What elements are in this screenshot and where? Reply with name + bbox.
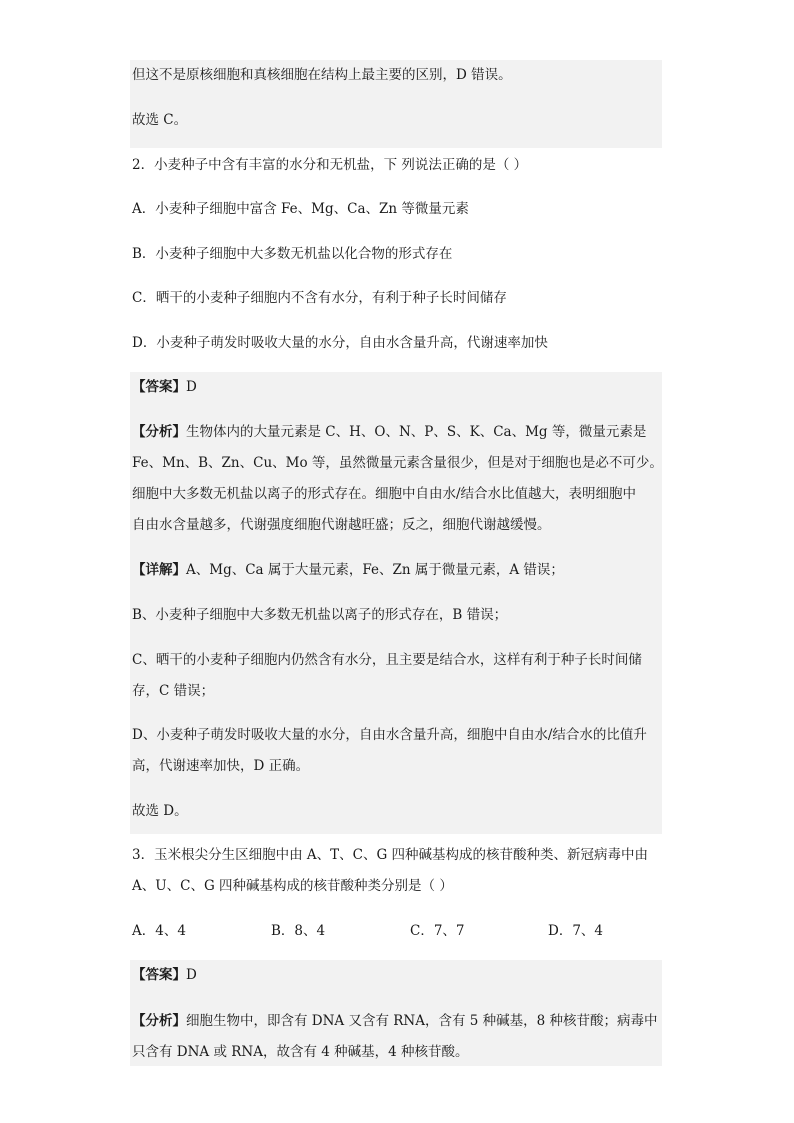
answer-label: 【答案】 [132,379,186,395]
q2-stem: 2．小麦种子中含有丰富的水分和无机盐，下 列说法正确的是（ ） [132,157,528,173]
q2-option-a: A．小麦种子细胞中富含 Fe、Mg、Ca、Zn 等微量元素 [132,201,469,217]
prev-explanation-line: 但这不是原核细胞和真核细胞在结构上最主要的区别，D 错误。 [132,67,512,83]
answer-value: D [186,967,197,983]
answer-value: D [186,379,197,395]
q2-analysis-line-4: 自由水含量越多，代谢强度细胞代谢越旺盛；反之，细胞代谢越缓慢。 [132,517,551,533]
analysis-label: 【分析】 [132,1013,186,1029]
q2-analysis-line-2: Fe、Mn、B、Zn、Cu、Mo 等，虽然微量元素含量很少，但是对于细胞也是必不可少。 [132,455,663,471]
q2-detail-c-1: C、晒干的小麦种子细胞内仍然含有水分，且主要是结合水，这样有利于种子长时间储 [132,652,642,668]
q3-answer [132,964,662,986]
q3-stem-line-2: A、U、C、G 四种碱基构成的核苷酸种类分别是（ ） [132,878,453,894]
q3-option-c: C．7、7 [410,923,465,939]
q2-option-b: B．小麦种子细胞中大多数无机盐以化合物的形式存在 [132,246,453,262]
q2-conclusion: 故选 D。 [132,803,188,819]
q2-option-d: D．小麦种子萌发时吸收大量的水分，自由水含量升高，代谢速率加快 [132,335,548,351]
q2-detail-d-2: 高，代谢速率加快，D 正确。 [132,758,310,774]
analysis-label: 【分析】 [132,424,186,440]
q2-detail-b: B、小麦种子细胞中大多数无机盐以离子的形式存在，B 错误； [132,607,508,623]
q2-detail-c-2: 存，C 错误； [132,683,215,699]
q2-detail-d-1: D、小麦种子萌发时吸收大量的水分，自由水含量升高，细胞中自由水/结合水的比值升 [132,727,647,743]
q2-analysis-line-1: 【分析】生物体内的大量元素是 C、H、O、N、P、S、K、Ca、Mg 等，微量元素是 [132,424,647,440]
prev-conclusion: 故选 C。 [132,112,188,128]
q3-analysis-line-2: 只含有 DNA 或 RNA，故含有 4 种碱基，4 种核苷酸。 [132,1044,469,1060]
q2-answer [132,376,662,398]
q3-analysis-line-1: 【分析】细胞生物中，即含有 DNA 又含有 RNA，含有 5 种碱基，8 种核苷酸；病毒中 [132,1013,658,1029]
q3-option-a: A．4、4 [132,923,186,939]
q3-stem-line-1: 3．玉米根尖分生区细胞中由 A、T、C、G 四种碱基构成的核苷酸种类、新冠病毒中由 [132,847,649,863]
q3-option-b: B．8、4 [271,923,326,939]
q2-detail-a: 【详解】A、Mg、Ca 属于大量元素，Fe、Zn 属于微量元素，A 错误； [132,562,564,578]
answer-label: 【答案】 [132,967,186,983]
q2-analysis-line-3: 细胞中大多数无机盐以离子的形式存在。细胞中自由水/结合水比值越大，表明细胞中 [132,486,637,502]
q3-option-d: D．7、4 [548,923,604,939]
detail-label: 【详解】 [132,562,186,578]
q2-option-c: C．晒干的小麦种子细胞内不含有水分，有利于种子长时间储存 [132,290,507,306]
